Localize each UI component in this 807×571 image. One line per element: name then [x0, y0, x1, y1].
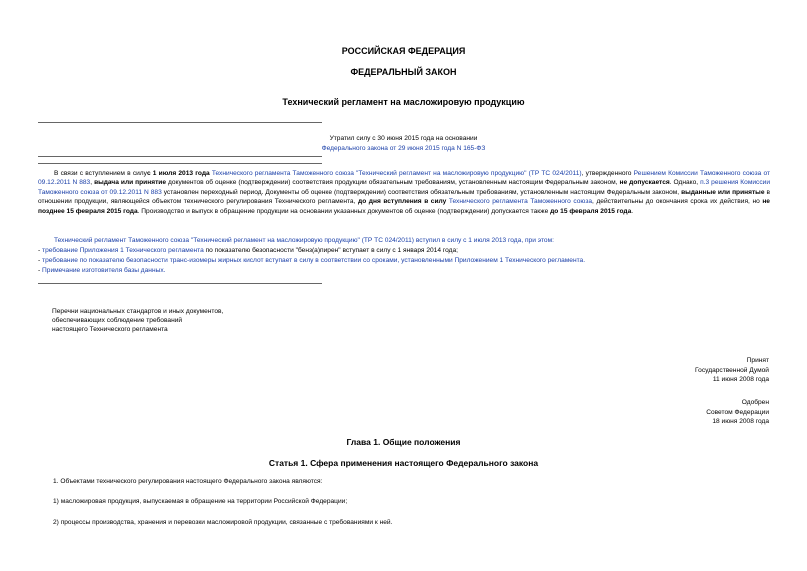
- divider: [38, 122, 322, 123]
- bullet-benzapyrene: - требование Приложения 1 Технического регламента по показателю безопасности "бенз(а)пирен" вступает в силу с 1 января 2014 года;: [38, 247, 458, 254]
- trans-isomers-link[interactable]: требование по показателю безопасности транс-изомеры жирных кислот вступает в силу в соответствии со сроками, установленными Приложением 1 Технического регламента.: [42, 257, 586, 264]
- decision-clause-link[interactable]: п.3 решения Комиссии Таможенного союза от 09.12.2011 N 883: [38, 179, 770, 196]
- standards-note-line: обеспечивающих соблюдение требований: [52, 317, 183, 324]
- commission-decision-link[interactable]: Решением Комиссии Таможенного союза от 09.12.2011 N 883: [38, 170, 771, 187]
- adoption-approved-date: 18 июня 2008 года: [712, 418, 769, 425]
- adoption-approved: Одобрен: [741, 399, 769, 406]
- adoption-accepted: Принят: [746, 357, 769, 364]
- bullet-db-note: - Примечание изготовителя базы данных.: [38, 267, 166, 274]
- appendix-1-link[interactable]: требование Приложения 1 Технического регламента: [42, 247, 204, 254]
- standards-note[interactable]: [52, 307, 312, 334]
- transition-notice-paragraph: В связи с вступлением в силус 1 июля 2013 года Технического регламента Таможенного союза "Технический регламент на масложировую продукцию" (ТР ТС 024/2011), утвержденного Решением Комиссии Таможенного союза от 09.12.2011 N 883, выдача или принятие документов об оценке (подтверждении) соответствия продукции обязательным требованиям, установленным настоящим Федеральным законом, не допускается. Однако, п.3 решения Комиссии Таможенного союза от 09.12.2011 N 883 установлен переходный период. Документы об оценке (подтверждении) соответствия обязательным требованиям, установленным настоящим Федеральным законом, выданные или принятые в отношении продукции, являющейся объектом технического регулирования Технического регламента, до дня вступления в силу Технического регламента Таможенного союза, действительны до окончания срока их действия, но не позднее 15 февраля 2015 года. Производство и выпуск в обращение продукции на основании указанных документов об оценке (подтверждении) допускается также до 15 февраля 2015 года.: [38, 170, 771, 215]
- entry-into-force-paragraph[interactable]: Технический регламент Таможенного союза "Технический регламент на масложировую продукцию" (ТР ТС 024/2011) вступил в силу с 1 июля 2013 года, при этом:: [54, 237, 554, 244]
- lost-force-text: Утратил силу с 30 июня 2015 года на основании: [329, 135, 478, 142]
- bullet-trans-isomers: - требование по показателю безопасности транс-изомеры жирных кислот вступает в силу в соответствии со сроками, установленными Приложением 1 Технического регламента.: [38, 257, 586, 264]
- ts-regulation-short-link[interactable]: Технического регламента Таможенного союза: [448, 198, 593, 206]
- article-paragraph: 2) процессы производства, хранения и перевозки масложировой продукции, связанные с требованиями к ней.: [53, 519, 393, 526]
- adoption-duma-body: Государственной Думой: [695, 366, 769, 374]
- adoption-council: [706, 398, 769, 427]
- adoption-accepted-date: 11 июня 2008 года: [712, 376, 769, 383]
- basis-law-link[interactable]: Федерального закона от 29 июня 2015 года N 165-ФЗ: [321, 145, 486, 152]
- db-note-link[interactable]: Примечание изготовителя базы данных.: [42, 267, 166, 274]
- article-paragraph: 1) масложировая продукция, выпускаемая в обращение на территории Российской Федерации;: [53, 498, 348, 505]
- adoption-duma: [695, 356, 769, 385]
- article-heading: Статья 1. Сфера применения настоящего Федерального закона: [268, 458, 539, 468]
- header-country: РОССИЙСКАЯ ФЕДЕРАЦИЯ: [341, 46, 466, 56]
- divider: [38, 156, 322, 157]
- standards-note-line: настоящего Технического регламента: [52, 326, 168, 333]
- header-doc-type: ФЕДЕРАЛЬНЫЙ ЗАКОН: [350, 67, 457, 77]
- doc-title: Технический регламент на масложировую продукцию: [282, 97, 525, 107]
- standards-note-line: Перечни национальных стандартов и иных документов,: [52, 308, 224, 315]
- divider: [38, 163, 322, 164]
- adoption-council-body: Советом Федерации: [706, 408, 769, 416]
- article-paragraph: 1. Объектами технического регулирования настоящего Федерального закона являются:: [53, 478, 323, 485]
- chapter-heading: Глава 1. Общие положения: [346, 437, 461, 447]
- ts-regulation-link[interactable]: Технического регламента Таможенного союза "Технический регламент на масложировую продукцию" (ТР ТС 024/2011): [211, 170, 582, 177]
- divider: [38, 283, 322, 284]
